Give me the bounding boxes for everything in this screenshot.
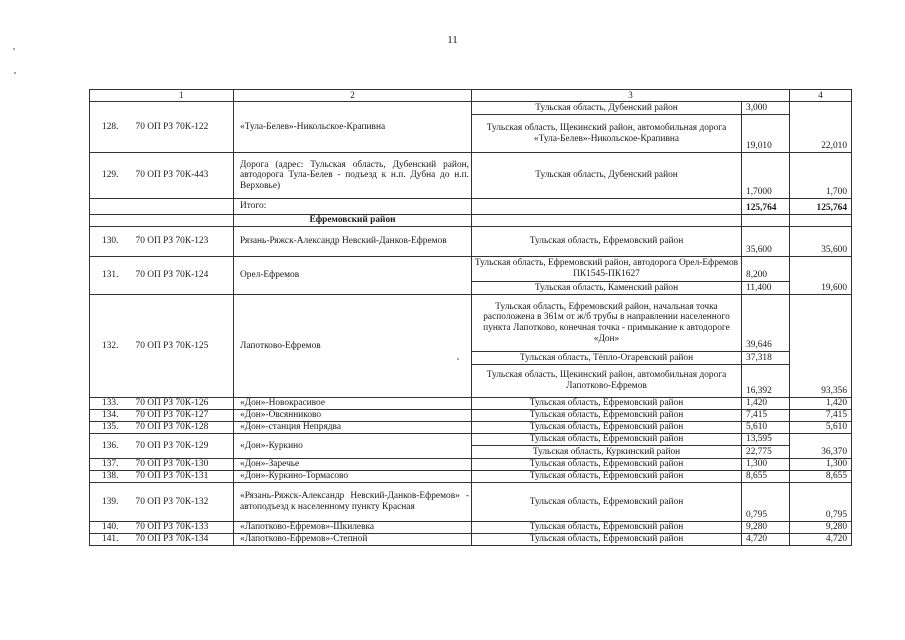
- segment-length: 5,610: [742, 422, 790, 434]
- scan-speck: [14, 72, 16, 74]
- row-number: 133.: [90, 398, 130, 410]
- road-name: «Дон»-станция Непрядва: [234, 422, 472, 434]
- road-code: 70 ОП РЗ 70К-131: [130, 471, 234, 483]
- road-location: Тульская область, Щекинский район, автомобильная дорога Лапотково-Ефремов: [472, 365, 742, 398]
- road-total-length: 0,795: [790, 483, 852, 522]
- road-location: Тульская область, Куркинский район: [472, 446, 742, 459]
- table-row: [90, 434, 852, 446]
- table-row: [90, 534, 852, 546]
- row-number: 139.: [90, 483, 130, 522]
- road-name: «Дон»-Куркино: [234, 434, 472, 459]
- row-number: 130.: [90, 227, 130, 257]
- row-number: 134.: [90, 410, 130, 422]
- table-row: [90, 102, 852, 115]
- road-total-length: 5,610: [790, 422, 852, 434]
- table-row: [90, 257, 852, 282]
- table-row: [90, 459, 852, 471]
- row-number: 135.: [90, 422, 130, 434]
- road-location: Тульская область, Каменский район: [472, 282, 742, 295]
- table-row: [90, 422, 852, 434]
- district-row: [90, 215, 852, 227]
- empty-cell: [472, 215, 742, 227]
- table-body: [90, 90, 852, 546]
- road-name: «Лапотково-Ефремов»-Степной: [234, 534, 472, 546]
- table-row: [90, 227, 852, 257]
- row-number: 136.: [90, 434, 130, 459]
- total-label: Итого:: [234, 199, 472, 215]
- row-number: 129.: [90, 153, 130, 199]
- road-location: Тульская область, Щекинский район, автомобильная дорога «Тула-Белев»-Никольское-Крапивна: [472, 115, 742, 153]
- road-code: 70 ОП РЗ 70К-132: [130, 483, 234, 522]
- header-cell-2: 2: [234, 90, 472, 102]
- segment-length: 35,600: [742, 227, 790, 257]
- road-total-length: 22,010: [790, 102, 852, 153]
- road-code: 70 ОП РЗ 70К-122: [130, 102, 234, 153]
- road-location: Тульская область, Дубенский район: [472, 153, 742, 199]
- road-location: Тульская область, Ефремовский район: [472, 459, 742, 471]
- table-row: [90, 471, 852, 483]
- road-total-length: 7,415: [790, 410, 852, 422]
- total-sum: 125,764: [790, 199, 852, 215]
- segment-length: 11,400: [742, 282, 790, 295]
- road-location: Тульская область, Ефремовский район: [472, 227, 742, 257]
- road-total-length: 1,700: [790, 153, 852, 199]
- total-row: [90, 199, 852, 215]
- roads-table: [89, 89, 852, 546]
- row-number: 137.: [90, 459, 130, 471]
- road-code: 70 ОП РЗ 70К-133: [130, 522, 234, 534]
- road-location: Тульская область, Ефремовский район: [472, 422, 742, 434]
- road-total-length: 1,420: [790, 398, 852, 410]
- segment-length: 8,655: [742, 471, 790, 483]
- segment-length: 39,646: [742, 295, 790, 352]
- empty-cell: [90, 199, 130, 215]
- road-code: 70 ОП РЗ 70К-443: [130, 153, 234, 199]
- road-total-length: 9,280: [790, 522, 852, 534]
- scan-speck: [457, 358, 459, 360]
- road-location: Тульская область, Тёпло-Огаревский район: [472, 352, 742, 365]
- row-number: 132.: [90, 295, 130, 398]
- road-location: Тульская область, Ефремовский район, автодорога Орел-Ефремов ПК1545-ПК1627: [472, 257, 742, 282]
- empty-cell: [790, 215, 852, 227]
- road-name: «Дон»-Овсянниково: [234, 410, 472, 422]
- road-name: Дорога (адрес: Тульская область, Дубенский район, автодорога Тула-Белев - подъезд к н.п. Дубна до н.п. Верховье): [234, 153, 472, 199]
- segment-length: 16,392: [742, 365, 790, 398]
- header-row: [90, 90, 852, 102]
- road-location: Тульская область, Ефремовский район: [472, 534, 742, 546]
- road-location: Тульская область, Ефремовский район: [472, 434, 742, 446]
- segment-length: 7,415: [742, 410, 790, 422]
- road-name: Рязань-Ряжск-Александр Невский-Данков-Ефремов: [234, 227, 472, 257]
- table-row: [90, 483, 852, 522]
- road-name: «Лапотково-Ефремов»-Шкилевка: [234, 522, 472, 534]
- scan-speck: [13, 48, 15, 50]
- segment-length: 4,720: [742, 534, 790, 546]
- road-name: «Рязань-Ряжск-Александр Невский-Данков-Ефремов» - автоподъезд к населенному пункту Красная: [234, 483, 472, 522]
- road-name: «Дон»-Заречье: [234, 459, 472, 471]
- road-total-length: 1,300: [790, 459, 852, 471]
- road-location: Тульская область, Ефремовский район, начальная точка расположена в 361м от ж/б трубы в направлении населенного пункта Лапотково, конечная точка - примыкание к автодороге «Дон»: [472, 295, 742, 352]
- road-total-length: 4,720: [790, 534, 852, 546]
- segment-length: 9,280: [742, 522, 790, 534]
- segment-length: 3,000: [742, 102, 790, 115]
- segment-length: 1,7000: [742, 153, 790, 199]
- road-location: Тульская область, Дубенский район: [472, 102, 742, 115]
- road-code: 70 ОП РЗ 70К-126: [130, 398, 234, 410]
- empty-cell: [130, 199, 234, 215]
- road-total-length: 19,600: [790, 257, 852, 295]
- segment-length: 8,200: [742, 257, 790, 282]
- table-row: [90, 522, 852, 534]
- road-name: Орел-Ефремов: [234, 257, 472, 295]
- empty-cell: [742, 215, 790, 227]
- road-name: «Тула-Белев»-Никольское-Крапивна: [234, 102, 472, 153]
- road-location: Тульская область, Ефремовский район: [472, 471, 742, 483]
- road-location: Тульская область, Ефремовский район: [472, 410, 742, 422]
- road-name: Лапотково-Ефремов: [234, 295, 472, 398]
- road-code: 70 ОП РЗ 70К-125: [130, 295, 234, 398]
- empty-cell: [90, 215, 130, 227]
- total-length: 125,764: [742, 199, 790, 215]
- road-code: 70 ОП РЗ 70К-123: [130, 227, 234, 257]
- row-number: 141.: [90, 534, 130, 546]
- segment-length: 0,795: [742, 483, 790, 522]
- segment-length: 22,775: [742, 446, 790, 459]
- road-name: «Дон»-Куркино-Тормасово: [234, 471, 472, 483]
- segment-length: 19,010: [742, 115, 790, 153]
- header-cell-1a: [90, 90, 130, 102]
- segment-length: 37,318: [742, 352, 790, 365]
- header-cell-4: 4: [790, 90, 852, 102]
- segment-length: 1,300: [742, 459, 790, 471]
- empty-cell: [472, 199, 742, 215]
- road-total-length: 35,600: [790, 227, 852, 257]
- segment-length: 13,595: [742, 434, 790, 446]
- table-row: [90, 295, 852, 352]
- district-title: Ефремовский район: [234, 215, 472, 227]
- road-code: 70 ОП РЗ 70К-129: [130, 434, 234, 459]
- road-location: Тульская область, Ефремовский район: [472, 522, 742, 534]
- header-cell-3: 3: [472, 90, 790, 102]
- row-number: 140.: [90, 522, 130, 534]
- table-row: [90, 410, 852, 422]
- row-number: 131.: [90, 257, 130, 295]
- road-location: Тульская область, Ефремовский район: [472, 483, 742, 522]
- page-number: 11: [447, 34, 458, 46]
- table-row: [90, 153, 852, 199]
- road-code: 70 ОП РЗ 70К-134: [130, 534, 234, 546]
- segment-length: 1,420: [742, 398, 790, 410]
- row-number: 128.: [90, 102, 130, 153]
- road-total-length: 36,370: [790, 434, 852, 459]
- table-row: [90, 398, 852, 410]
- road-location: Тульская область, Ефремовский район: [472, 398, 742, 410]
- road-code: 70 ОП РЗ 70К-127: [130, 410, 234, 422]
- road-name: «Дон»-Новокрасивое: [234, 398, 472, 410]
- header-cell-1: 1: [130, 90, 234, 102]
- road-total-length: 93,356: [790, 295, 852, 398]
- road-code: 70 ОП РЗ 70К-124: [130, 257, 234, 295]
- road-code: 70 ОП РЗ 70К-130: [130, 459, 234, 471]
- empty-cell: [130, 215, 234, 227]
- road-total-length: 8,655: [790, 471, 852, 483]
- row-number: 138.: [90, 471, 130, 483]
- road-code: 70 ОП РЗ 70К-128: [130, 422, 234, 434]
